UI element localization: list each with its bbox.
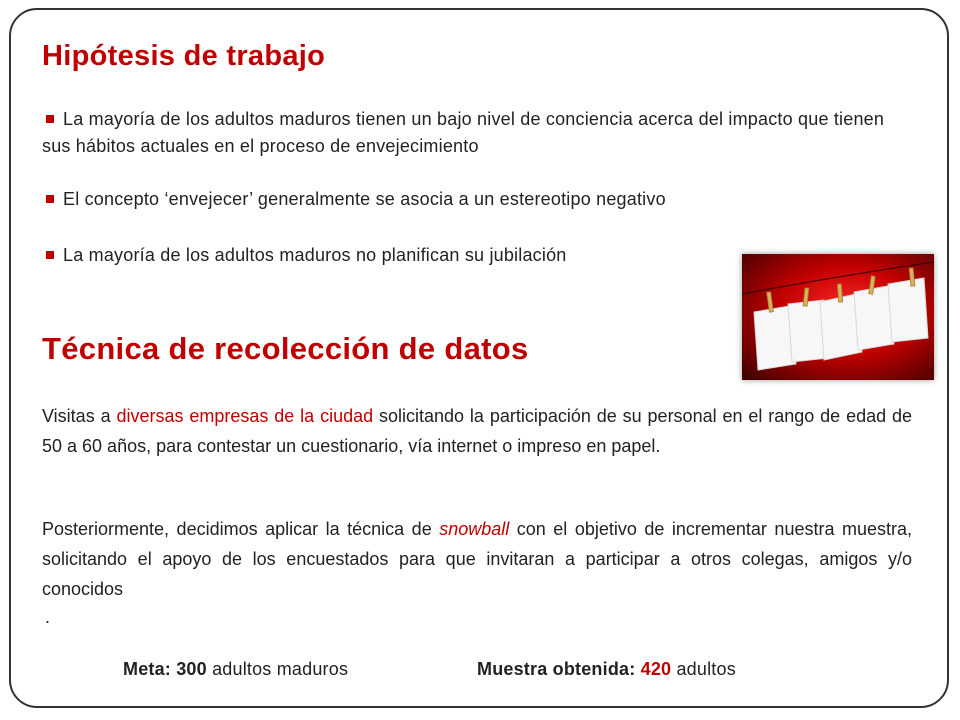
section-title-hipotesis: Hipótesis de trabajo: [42, 40, 326, 72]
meta-summary: [123, 659, 348, 680]
meta-unit: adultos maduros: [212, 659, 349, 679]
hypothesis-text-2: El concepto ‘envejecer’ generalmente se asocia a un estereotipo negativo: [63, 189, 666, 209]
paragraph-snowball-pre: Posteriormente, decidimos aplicar la técnica de: [42, 519, 440, 539]
muestra-value: 420: [640, 659, 672, 679]
paragraph-snowball: [42, 514, 912, 604]
muestra-summary: [477, 659, 736, 680]
meta-label: Meta:: [123, 659, 172, 679]
hypothesis-text-1: La mayoría de los adultos maduros tienen un bajo nivel de conciencia acerca del impacto que tienen sus hábitos actuales en el proceso de envejecimiento: [42, 109, 885, 156]
hypothesis-bullet-1: [42, 106, 892, 160]
paragraph-snowball-post: con el objetivo de incrementar nuestra muestra, solicitando el apoyo de los encuestados para que invitaran a participar a otros colegas, amigos y/o conocidos: [42, 519, 912, 599]
hypothesis-bullet-2: [42, 186, 892, 213]
trailing-period: .: [45, 607, 51, 627]
meta-value: 300: [176, 659, 207, 679]
bullet-square-icon: [46, 251, 54, 259]
bullet-square-icon: [46, 115, 54, 123]
paragraph-visitas: [42, 401, 912, 461]
hypothesis-text-3: La mayoría de los adultos maduros no planifican su jubilación: [63, 245, 567, 265]
clothesline-papers-image: [742, 254, 934, 380]
paragraph-snowball-highlight: snowball: [439, 519, 510, 539]
section-title-tecnica: Técnica de recolección de datos: [42, 331, 529, 366]
muestra-label: Muestra obtenida:: [477, 659, 636, 679]
paragraph-visitas-post: solicitando la participación de su personal en el rango de edad de 50 a 60 años, para contestar un cuestionario, vía internet o impreso en papel.: [42, 406, 913, 456]
paragraph-visitas-pre: Visitas a: [42, 406, 117, 426]
bullet-square-icon: [46, 195, 54, 203]
paragraph-visitas-highlight: diversas empresas de la ciudad: [116, 406, 374, 426]
muestra-unit: adultos: [676, 659, 736, 679]
